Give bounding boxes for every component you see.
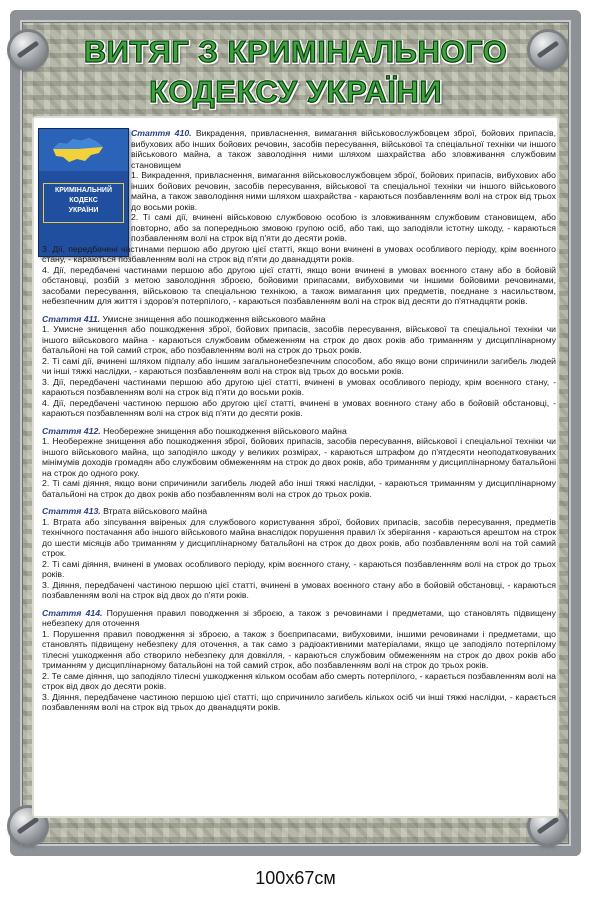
- article-part: 4. Дії, передбачені частиною першою або другою цієї статті, вчинені в умовах воєнного стану або в бойовій обстановці, - караються позбавленням волі на строк від п'яти до десяти років.: [42, 397, 556, 418]
- article-label: Стаття 411.: [42, 313, 101, 324]
- article-part: 1. Необережне знищення або пошкодження зброї, бойових припасів, засобів пересування, військової і спеціальної техніки чи іншого військового майна, що заподіяло шкоду у великих розмірах, - караються штрафом до п'ятдесяти неоподатковуваних мінімумів доходів громадян або службовим обмеженням на строк до двох років, або триманням у дисциплінарному батальйоні на строк до одного року.: [42, 436, 556, 478]
- article-title: Умисне знищення або пошкодження військового майна: [102, 313, 326, 324]
- article-part: 2. Те саме діяння, що заподіяло тілесні ушкодження кільком особам або смерть потерпілого, - карається позбавленням волі на строк від двох до десяти років.: [42, 670, 556, 691]
- article-part: 1. Втрата або зіпсування ввіреных для службового користування зброї, бойових припасів, засобів пересування, предметів технічного постачання або іншого військового майна внаслідок порушення правил їх зберігання - караються арештом на строк до шести місяців або триманням у дисциплінарному батальйоні на строк до двох років, або позбавленням волі на той самий строк.: [42, 516, 556, 558]
- article-part: 2. Ті самі діяння, якщо вони спричинили загибель людей або інші тяжкі наслідки, - караються триманням у дисциплінарному батальйоні на строк до двох років або позбавленням волі на строк до трьох років.: [42, 478, 556, 499]
- book-title-line-3: УКРАЇНИ: [68, 207, 99, 214]
- article-411-heading: [42, 314, 556, 325]
- article-title: Необережне знищення або пошкодження військового майна: [103, 425, 347, 436]
- book-title-line-2: КОДЕКС: [69, 197, 98, 204]
- article-part: 3. Дії, передбачені частинами першою або другою цієї статті, вчинені в умовах особливого періоду, крім воєнного стану, - караються позбавленням волі на строк від п'яти до восьми років.: [42, 376, 556, 397]
- article-part: 3. Дії, передбачені частинами першою або другою цієї статті, якщо вони вчинені в умовах особливого періоду, крім воєнного стану, - караються позбавленням волі на строк від п'яти до дванадцяти років.: [42, 243, 556, 264]
- size-label: 100x67см: [255, 868, 336, 888]
- article-label: Стаття 414.: [42, 607, 103, 618]
- article-label: Стаття 410.: [131, 128, 192, 138]
- article-part: 2. Ті самі дії, вчинені військовою службовою особою із зловживанням службовим становищем, або повторно, або за попередньою змовою групою осіб, або такі, що заподіяли істотну шкоду, - караються позбавленням волі на строк від п'яти до десяти років.: [131, 212, 556, 243]
- article-label: Стаття 413.: [42, 506, 101, 516]
- article-part: 4. Дії, передбачені частинами першою або другою цієї статті, якщо вони вчинені в умовах воєнного стану або в бойовій обстановці, розбій з метою заволодіння зброєю, бойовими припасами, вибуховими чи іншими бойовими речовинами, засобами пересування, військовою та спеціальною технікою, а також вимагання цих предметів, поєднане з насильством, небезпечним для життя і здоров'я потерпілого, - караються позбавленням волі на строк від десяти до п'ятнадцяти років.: [42, 264, 556, 306]
- book-title-line-1: КРИМІНАЛЬНИЙ: [54, 187, 112, 194]
- article-title: Викрадення, привласнення, вимагання військовослужбовцем зброї, бойових припасів, вибухових або інших бойових речовин, засобів пересування, військової та спеціальної техніки чи іншого військового майна, а також заволодіння ними шляхом шахрайства або зловживання службовим становищем: [131, 128, 556, 170]
- article-label: Стаття 412.: [42, 425, 101, 436]
- article-part: 1. Порушення правил поводження зі зброєю, а також з боєприпасами, вибуховими, іншими речовинами і предметами, що становлять підвищену небезпеку для оточення, а так само з радіоактивними матеріалами, якщо це заподіяло потерпілому тілесні ушкодження або створило небезпеку для довкілля, - караються службовим обмеженням на строк до двох років або триманням у дисциплінарному батальйоні на той самий строк, або позбавленням волі на строк до трьох років.: [42, 628, 556, 670]
- poster-title-line-2: КОДЕКСУ УКРАЇНИ: [148, 74, 443, 109]
- article-part: 2. Ті самі діяння, вчинені в умовах особливого періоду, крім воєнного стану, - караються позбавленням волі на строк до трьох років.: [42, 558, 556, 579]
- article-part: 1. Викрадення, привласнення, вимагання військовослужбовцем зброї, бойових припасів, вибухових або інших бойових речовин, засобів пересування, військової та спеціальної техніки чи іншого військового майна, а також заволодіння ними шляхом шахрайства - караються позбавленням волі на строк від трьох до восьми років.: [131, 170, 556, 212]
- article-part: 2. Ті самі дії, вчинені шляхом підпалу або іншим загальнонебезпечним способом, або якщо вони спричинили загибель людей чи інші тяжкі наслідки, - караються позбавленням волі на строк від трьох до восьми років.: [42, 355, 556, 376]
- article-414-heading: [42, 608, 556, 629]
- article-410-heading: [131, 128, 556, 170]
- article-412-heading: [42, 426, 556, 437]
- article-part: 3. Діяння, передбачені частиною першою цієї статті, вчинені в умовах воєнного стану або в бойовій обстановці, - караються позбавленням волі на строк від двох до п'яти років.: [42, 579, 556, 600]
- article-part: 1. Умисне знищення або пошкодження зброї, бойових припасів, засобів пересування, військової та спеціальної техніки чи іншого військового майна - караються службовим обмеженням на строк до двох років або триманням у дисциплінарному батальйоні на той самий строк, або позбавленням волі на строк до трьох років.: [42, 324, 556, 355]
- article-title: Втрата військового майна: [103, 506, 208, 516]
- article-title: Порушення правил поводження зі зброєю, а також з речовинами і предметами, що становлять підвищену небезпеку для оточення: [42, 607, 556, 628]
- article-part: 3. Діяння, передбачене частиною першою цієї статті, що спричинило загибель кількох осіб чи інші тяжкі наслідки, - карається позбавленням волі на строк від трьох до дванадцяти років.: [42, 691, 556, 712]
- poster-title-line-1: ВИТЯГ З КРИМІНАЛЬНОГО: [83, 34, 508, 69]
- articles-text: [42, 128, 556, 790]
- article-413-heading: [42, 506, 556, 517]
